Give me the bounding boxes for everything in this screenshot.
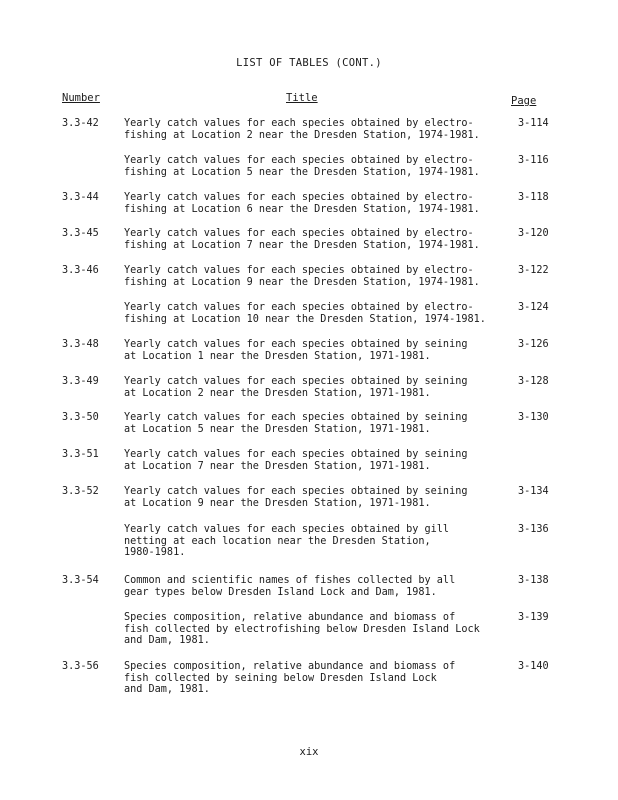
entry-number: 3.3-51 [62,449,99,460]
entry-title: Yearly catch values for each species obtained by seining at Location 1 near the Dresden Station, 1971-1981. [124,339,468,362]
entry-page: 3-126 [518,339,549,350]
entry-page: 3-116 [518,155,549,166]
entry-title: Species composition, relative abundance and biomass of fish collected by seining below Dresden Island Lock and Dam, 1981. [124,661,456,695]
entry-title: Yearly catch values for each species obtained by gill netting at each location near the Dresden Station, 1980-1981. [124,524,450,558]
entry-page: 3-124 [518,302,549,313]
entry-title: Yearly catch values for each species obtained by electro- fishing at Location 5 near the Dresden Station, 1974-1981. [124,155,480,178]
entry-number: 3.3-42 [62,118,99,129]
entry-title: Yearly catch values for each species obtained by seining at Location 9 near the Dresden Station, 1971-1981. [124,486,468,509]
entry-page: 3-134 [518,486,549,497]
entry-title: Yearly catch values for each species obtained by seining at Location 7 near the Dresden Station, 1971-1981. [124,449,468,472]
entry-page: 3-118 [518,192,549,203]
entry-number: 3.3-46 [62,265,99,276]
page-column-header: Page [511,95,537,107]
entry-number: 3.3-44 [62,192,99,203]
entry-page: 3-130 [518,412,549,423]
list-heading: LIST OF TABLES (CONT.) [236,57,382,69]
entry-title: Yearly catch values for each species obtained by electro- fishing at Location 10 near the Dresden Station, 1974-1981. [124,302,486,325]
entry-page: 3-139 [518,612,549,623]
entry-title: Common and scientific names of fishes collected by all gear types below Dresden Island Lock and Dam, 1981. [124,575,456,598]
entry-title: Yearly catch values for each species obtained by electro- fishing at Location 9 near the Dresden Station, 1974-1981. [124,265,480,288]
number-column-header: Number [62,92,100,104]
entry-number: 3.3-45 [62,228,99,239]
entry-title: Yearly catch values for each species obtained by electro- fishing at Location 7 near the Dresden Station, 1974-1981. [124,228,480,251]
entry-page: 3-136 [518,524,549,535]
entry-title: Yearly catch values for each species obtained by electro- fishing at Location 6 near the Dresden Station, 1974-1981. [124,192,480,215]
entry-title: Species composition, relative abundance and biomass of fish collected by electrofishing below Dresden Island Lock and Dam, 1981. [124,612,480,646]
title-column-header: Title [286,92,318,104]
entry-page: 3-128 [518,376,549,387]
entry-page: 3-138 [518,575,549,586]
entry-number: 3.3-50 [62,412,99,423]
entry-number: 3.3-49 [62,376,99,387]
entry-number: 3.3-52 [62,486,99,497]
entry-number: 3.3-48 [62,339,99,350]
entry-page: 3-120 [518,228,549,239]
entry-page: 3-122 [518,265,549,276]
entry-title: Yearly catch values for each species obtained by seining at Location 2 near the Dresden Station, 1971-1981. [124,376,468,399]
entry-page: 3-140 [518,661,549,672]
entry-number: 3.3-56 [62,661,99,672]
entry-title: Yearly catch values for each species obtained by electro- fishing at Location 2 near the Dresden Station, 1974-1981. [124,118,480,141]
entry-page: 3-114 [518,118,549,129]
entry-title: Yearly catch values for each species obtained by seining at Location 5 near the Dresden Station, 1971-1981. [124,412,468,435]
entry-number: 3.3-54 [62,575,99,586]
page-number: xix [299,746,319,758]
